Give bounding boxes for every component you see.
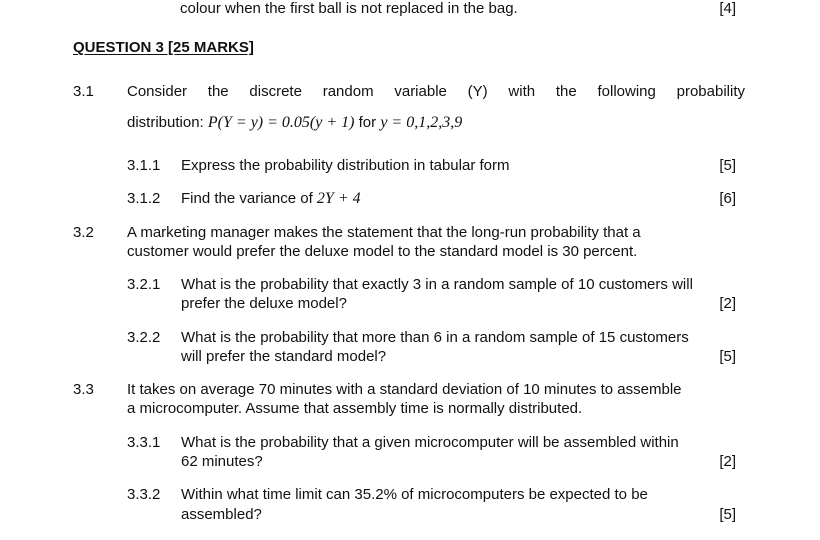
subquestion-text-line1: Within what time limit can 35.2% of microcomputers be expected to be <box>181 486 648 503</box>
subquestion-text <box>181 190 361 208</box>
question-3-2-text-line1: A marketing manager makes the statement that the long-run probability that a <box>127 224 641 241</box>
question-number-3-1: 3.1 <box>73 83 94 100</box>
subquestion-marks: [5] <box>719 348 736 365</box>
for-word: for <box>358 114 377 131</box>
subquestion-marks: [6] <box>719 190 736 207</box>
subquestion-number: 3.2.2 <box>127 329 161 346</box>
subquestion-number: 3.2.1 <box>127 276 161 293</box>
subquestion-text-line1: What is the probability that more than 6 in a random sample of 15 customers <box>181 329 689 346</box>
question-number-3-2: 3.2 <box>73 224 94 241</box>
question-number-3-3: 3.3 <box>73 381 94 398</box>
subquestion-text-line2: 62 minutes? <box>181 453 263 470</box>
previous-question-marks: [4] <box>719 0 736 17</box>
question-3-1-text-line1: Consider the discrete random variable (Y) with the following probability <box>127 83 745 100</box>
subquestion-text-line2: prefer the deluxe model? <box>181 295 347 312</box>
subquestion-text-line2: assembled? <box>181 506 262 523</box>
question-3-3-text-line1: It takes on average 70 minutes with a standard deviation of 10 minutes to assemble <box>127 381 682 398</box>
variance-expression: 2Y + 4 <box>316 190 361 207</box>
subquestion-text-line2: will prefer the standard model? <box>181 348 387 365</box>
question-3-1-text-line2 <box>127 114 462 132</box>
subquestion-marks: [5] <box>719 506 736 523</box>
question-heading: QUESTION 3 [25 MARKS] <box>73 39 254 56</box>
distribution-label: distribution: <box>127 114 204 131</box>
subquestion-number: 3.1.1 <box>127 157 161 174</box>
probability-formula: P(Y = y) = 0.05(y + 1) <box>207 114 355 131</box>
variance-text: Find the variance of <box>181 190 313 207</box>
subquestion-marks: [5] <box>719 157 736 174</box>
previous-question-tail: colour when the first ball is not replaced in the bag. <box>180 0 518 17</box>
subquestion-marks: [2] <box>719 295 736 312</box>
question-3-2-text-line2: customer would prefer the deluxe model to the standard model is 30 percent. <box>127 243 638 260</box>
subquestion-number: 3.3.2 <box>127 486 161 503</box>
question-3-3-text-line2: a microcomputer. Assume that assembly time is normally distributed. <box>127 400 583 417</box>
domain-values: y = 0,1,2,3,9 <box>380 114 463 131</box>
subquestion-text-line1: What is the probability that exactly 3 in a random sample of 10 customers will <box>181 276 693 293</box>
subquestion-text-line1: What is the probability that a given microcomputer will be assembled within <box>181 434 679 451</box>
subquestion-number: 3.3.1 <box>127 434 161 451</box>
subquestion-marks: [2] <box>719 453 736 470</box>
subquestion-text: Express the probability distribution in tabular form <box>181 157 510 174</box>
subquestion-number: 3.1.2 <box>127 190 161 207</box>
